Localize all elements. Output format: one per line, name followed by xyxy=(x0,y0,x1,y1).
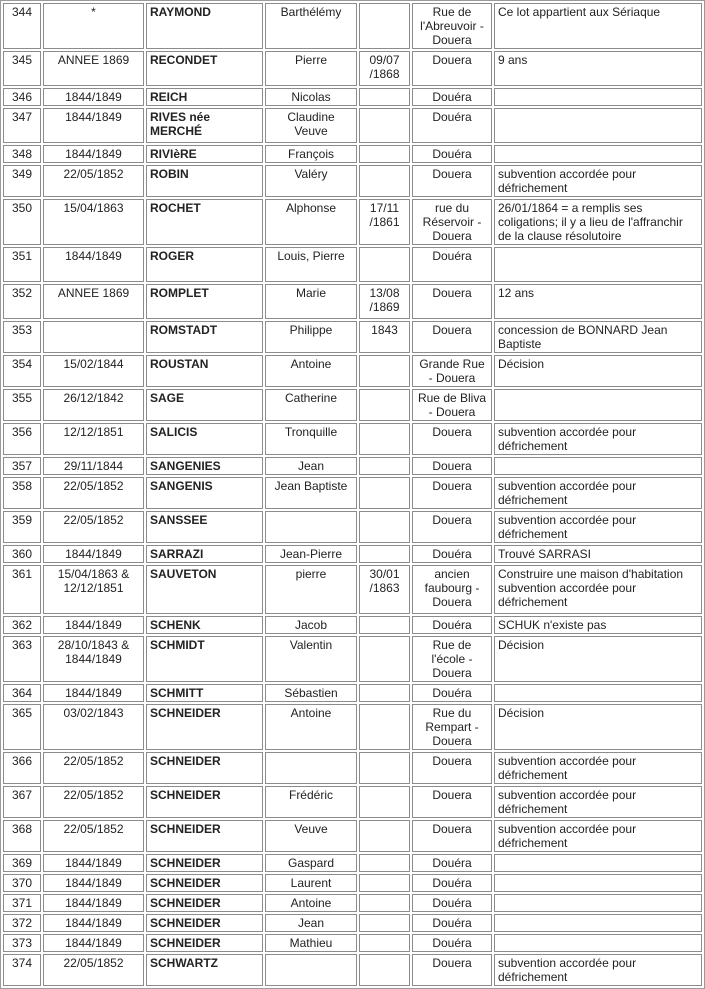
birth-date-cell xyxy=(359,423,410,455)
date-cell: 28/10/1843 & 1844/1849 xyxy=(43,636,144,682)
row-number: 349 xyxy=(3,165,41,197)
first-name-cell: Claudine Veuve xyxy=(265,108,357,143)
first-name-cell: François xyxy=(265,145,357,163)
table-row xyxy=(3,820,702,852)
table-row xyxy=(3,874,702,892)
surname-cell: ROUSTAN xyxy=(146,355,263,387)
first-name-cell: Antoine xyxy=(265,704,357,750)
surname-cell: ROMSTADT xyxy=(146,321,263,353)
date-cell: 1844/1849 xyxy=(43,684,144,702)
table-row xyxy=(3,284,702,319)
first-name-cell: Barthélémy xyxy=(265,3,357,49)
birth-date-cell: 1843 xyxy=(359,321,410,353)
row-number: 365 xyxy=(3,704,41,750)
address-cell: Douera xyxy=(412,51,492,86)
surname-cell: SCHNEIDER xyxy=(146,786,263,818)
surname-cell: SCHNEIDER xyxy=(146,752,263,784)
date-cell: 1844/1849 xyxy=(43,874,144,892)
address-cell: Douera xyxy=(412,165,492,197)
note-cell xyxy=(494,894,702,912)
surname-cell: SCHNEIDER xyxy=(146,914,263,932)
table-row xyxy=(3,423,702,455)
address-cell: Douéra xyxy=(412,616,492,634)
first-name-cell xyxy=(265,752,357,784)
address-cell: Douéra xyxy=(412,108,492,143)
date-cell: 03/02/1843 xyxy=(43,704,144,750)
row-number: 371 xyxy=(3,894,41,912)
birth-date-cell xyxy=(359,3,410,49)
address-cell: Douera xyxy=(412,820,492,852)
first-name-cell: Mathieu xyxy=(265,934,357,952)
birth-date-cell: 17/11 /1861 xyxy=(359,199,410,245)
row-number: 351 xyxy=(3,247,41,282)
birth-date-cell xyxy=(359,108,410,143)
note-cell xyxy=(494,457,702,475)
date-cell: 1844/1849 xyxy=(43,88,144,106)
row-number: 361 xyxy=(3,565,41,614)
address-cell: Douera xyxy=(412,752,492,784)
first-name-cell: Veuve xyxy=(265,820,357,852)
first-name-cell: Valéry xyxy=(265,165,357,197)
note-cell xyxy=(494,389,702,421)
birth-date-cell: 09/07 /1868 xyxy=(359,51,410,86)
surname-cell: SCHWARTZ xyxy=(146,954,263,986)
birth-date-cell xyxy=(359,247,410,282)
first-name-cell: Philippe xyxy=(265,321,357,353)
note-cell: subvention accordée pour défrichement xyxy=(494,820,702,852)
note-cell: Ce lot appartient aux Sériaque xyxy=(494,3,702,49)
birth-date-cell xyxy=(359,914,410,932)
table-row xyxy=(3,684,702,702)
birth-date-cell xyxy=(359,636,410,682)
first-name-cell: Valentin xyxy=(265,636,357,682)
surname-cell: SANSSEE xyxy=(146,511,263,543)
note-cell: 26/01/1864 = a remplis ses coligations; il y a lieu de l'affranchir de la clause résolutoire xyxy=(494,199,702,245)
note-cell: Construire une maison d'habitation subvention accordée pour défrichement xyxy=(494,565,702,614)
row-number: 356 xyxy=(3,423,41,455)
address-cell: Douéra xyxy=(412,914,492,932)
row-number: 345 xyxy=(3,51,41,86)
note-cell xyxy=(494,934,702,952)
table-row xyxy=(3,477,702,509)
table-row xyxy=(3,854,702,872)
first-name-cell xyxy=(265,511,357,543)
records-table-body xyxy=(3,3,702,986)
birth-date-cell: 30/01 /1863 xyxy=(359,565,410,614)
note-cell: Décision xyxy=(494,355,702,387)
table-row xyxy=(3,457,702,475)
surname-cell: ROBIN xyxy=(146,165,263,197)
note-cell: 9 ans xyxy=(494,51,702,86)
date-cell: 22/05/1852 xyxy=(43,165,144,197)
note-cell xyxy=(494,684,702,702)
date-cell: 15/04/1863 xyxy=(43,199,144,245)
date-cell: 1844/1849 xyxy=(43,616,144,634)
address-cell: Douera xyxy=(412,954,492,986)
note-cell: SCHUK n'existe pas xyxy=(494,616,702,634)
birth-date-cell xyxy=(359,854,410,872)
birth-date-cell xyxy=(359,389,410,421)
surname-cell: SARRAZI xyxy=(146,545,263,563)
first-name-cell: Gaspard xyxy=(265,854,357,872)
row-number: 358 xyxy=(3,477,41,509)
surname-cell: SANGENIS xyxy=(146,477,263,509)
address-cell: Douéra xyxy=(412,854,492,872)
birth-date-cell xyxy=(359,165,410,197)
address-cell: Rue de l'école - Douera xyxy=(412,636,492,682)
address-cell: Douera xyxy=(412,511,492,543)
address-cell: Douera xyxy=(412,321,492,353)
row-number: 362 xyxy=(3,616,41,634)
note-cell: subvention accordée pour défrichement xyxy=(494,511,702,543)
table-row xyxy=(3,954,702,986)
table-row xyxy=(3,88,702,106)
surname-cell: ROGER xyxy=(146,247,263,282)
date-cell: 22/05/1852 xyxy=(43,477,144,509)
address-cell: Douera xyxy=(412,477,492,509)
table-row xyxy=(3,786,702,818)
note-cell: concession de BONNARD Jean Baptiste xyxy=(494,321,702,353)
row-number: 364 xyxy=(3,684,41,702)
birth-date-cell xyxy=(359,355,410,387)
surname-cell: SCHNEIDER xyxy=(146,704,263,750)
surname-cell: SANGENIES xyxy=(146,457,263,475)
first-name-cell: Tronquille xyxy=(265,423,357,455)
note-cell: subvention accordée pour défrichement xyxy=(494,954,702,986)
birth-date-cell xyxy=(359,684,410,702)
note-cell: Décision xyxy=(494,704,702,750)
surname-cell: RECONDET xyxy=(146,51,263,86)
note-cell: Trouvé SARRASI xyxy=(494,545,702,563)
table-row xyxy=(3,616,702,634)
note-cell: subvention accordée pour défrichement xyxy=(494,477,702,509)
first-name-cell: Louis, Pierre xyxy=(265,247,357,282)
address-cell: Rue du Rempart - Douera xyxy=(412,704,492,750)
row-number: 363 xyxy=(3,636,41,682)
birth-date-cell xyxy=(359,511,410,543)
note-cell: subvention accordée pour défrichement xyxy=(494,165,702,197)
table-row xyxy=(3,704,702,750)
row-number: 350 xyxy=(3,199,41,245)
birth-date-cell xyxy=(359,874,410,892)
address-cell: Douéra xyxy=(412,145,492,163)
note-cell xyxy=(494,247,702,282)
birth-date-cell xyxy=(359,954,410,986)
row-number: 370 xyxy=(3,874,41,892)
row-number: 369 xyxy=(3,854,41,872)
date-cell: 1844/1849 xyxy=(43,894,144,912)
date-cell: 22/05/1852 xyxy=(43,954,144,986)
table-row xyxy=(3,545,702,563)
date-cell: 1844/1849 xyxy=(43,247,144,282)
row-number: 374 xyxy=(3,954,41,986)
birth-date-cell xyxy=(359,894,410,912)
surname-cell: ROMPLET xyxy=(146,284,263,319)
first-name-cell: Nicolas xyxy=(265,88,357,106)
date-cell: 1844/1849 xyxy=(43,108,144,143)
first-name-cell: Marie xyxy=(265,284,357,319)
first-name-cell xyxy=(265,954,357,986)
address-cell: Douéra xyxy=(412,874,492,892)
surname-cell: RIVES née MERCHÉ xyxy=(146,108,263,143)
birth-date-cell: 13/08 /1869 xyxy=(359,284,410,319)
surname-cell: SCHNEIDER xyxy=(146,820,263,852)
surname-cell: SCHENK xyxy=(146,616,263,634)
first-name-cell: Jean xyxy=(265,914,357,932)
row-number: 348 xyxy=(3,145,41,163)
table-row xyxy=(3,389,702,421)
table-row xyxy=(3,752,702,784)
row-number: 344 xyxy=(3,3,41,49)
row-number: 353 xyxy=(3,321,41,353)
note-cell: subvention accordée pour défrichement xyxy=(494,423,702,455)
note-cell xyxy=(494,874,702,892)
birth-date-cell xyxy=(359,820,410,852)
first-name-cell: Jean-Pierre xyxy=(265,545,357,563)
date-cell: 22/05/1852 xyxy=(43,820,144,852)
address-cell: Douéra xyxy=(412,247,492,282)
birth-date-cell xyxy=(359,457,410,475)
first-name-cell: Jean xyxy=(265,457,357,475)
table-row xyxy=(3,934,702,952)
row-number: 355 xyxy=(3,389,41,421)
address-cell: Rue de l'Abreuvoir - Douera xyxy=(412,3,492,49)
first-name-cell: Jean Baptiste xyxy=(265,477,357,509)
note-cell xyxy=(494,108,702,143)
surname-cell: REICH xyxy=(146,88,263,106)
address-cell: rue du Réservoir - Douera xyxy=(412,199,492,245)
table-row xyxy=(3,636,702,682)
surname-cell: ROCHET xyxy=(146,199,263,245)
address-cell: Douera xyxy=(412,457,492,475)
date-cell: 12/12/1851 xyxy=(43,423,144,455)
row-number: 354 xyxy=(3,355,41,387)
surname-cell: RIVIèRE xyxy=(146,145,263,163)
date-cell: 1844/1849 xyxy=(43,934,144,952)
note-cell xyxy=(494,914,702,932)
birth-date-cell xyxy=(359,616,410,634)
first-name-cell: pierre xyxy=(265,565,357,614)
table-row xyxy=(3,51,702,86)
note-cell: 12 ans xyxy=(494,284,702,319)
date-cell: 22/05/1852 xyxy=(43,511,144,543)
surname-cell: SCHNEIDER xyxy=(146,894,263,912)
row-number: 346 xyxy=(3,88,41,106)
birth-date-cell xyxy=(359,704,410,750)
birth-date-cell xyxy=(359,786,410,818)
row-number: 372 xyxy=(3,914,41,932)
date-cell: * xyxy=(43,3,144,49)
date-cell: 22/05/1852 xyxy=(43,752,144,784)
row-number: 360 xyxy=(3,545,41,563)
address-cell: Douera xyxy=(412,284,492,319)
table-row xyxy=(3,3,702,49)
row-number: 368 xyxy=(3,820,41,852)
birth-date-cell xyxy=(359,477,410,509)
surname-cell: SAGE xyxy=(146,389,263,421)
table-row xyxy=(3,321,702,353)
date-cell: ANNEE 1869 xyxy=(43,51,144,86)
first-name-cell: Frédéric xyxy=(265,786,357,818)
row-number: 357 xyxy=(3,457,41,475)
address-cell: ancien faubourg - Douera xyxy=(412,565,492,614)
date-cell: ANNEE 1869 xyxy=(43,284,144,319)
birth-date-cell xyxy=(359,752,410,784)
table-row xyxy=(3,914,702,932)
row-number: 347 xyxy=(3,108,41,143)
date-cell: 15/04/1863 & 12/12/1851 xyxy=(43,565,144,614)
date-cell: 29/11/1844 xyxy=(43,457,144,475)
first-name-cell: Catherine xyxy=(265,389,357,421)
address-cell: Douera xyxy=(412,786,492,818)
note-cell: subvention accordée pour défrichement xyxy=(494,752,702,784)
surname-cell: SCHMIDT xyxy=(146,636,263,682)
surname-cell: SAUVETON xyxy=(146,565,263,614)
birth-date-cell xyxy=(359,545,410,563)
date-cell: 22/05/1852 xyxy=(43,786,144,818)
row-number: 359 xyxy=(3,511,41,543)
first-name-cell: Jacob xyxy=(265,616,357,634)
address-cell: Douéra xyxy=(412,934,492,952)
table-row xyxy=(3,247,702,282)
date-cell: 1844/1849 xyxy=(43,145,144,163)
first-name-cell: Pierre xyxy=(265,51,357,86)
date-cell: 15/02/1844 xyxy=(43,355,144,387)
surname-cell: SCHMITT xyxy=(146,684,263,702)
note-cell xyxy=(494,854,702,872)
first-name-cell: Sébastien xyxy=(265,684,357,702)
table-row xyxy=(3,565,702,614)
birth-date-cell xyxy=(359,934,410,952)
address-cell: Douéra xyxy=(412,684,492,702)
row-number: 352 xyxy=(3,284,41,319)
address-cell: Douéra xyxy=(412,88,492,106)
date-cell: 1844/1849 xyxy=(43,545,144,563)
date-cell: 1844/1849 xyxy=(43,854,144,872)
date-cell: 1844/1849 xyxy=(43,914,144,932)
surname-cell: SCHNEIDER xyxy=(146,874,263,892)
birth-date-cell xyxy=(359,145,410,163)
row-number: 367 xyxy=(3,786,41,818)
note-cell: Décision xyxy=(494,636,702,682)
address-cell: Douéra xyxy=(412,894,492,912)
table-row xyxy=(3,199,702,245)
table-row xyxy=(3,145,702,163)
address-cell: Douera xyxy=(412,423,492,455)
date-cell xyxy=(43,321,144,353)
first-name-cell: Laurent xyxy=(265,874,357,892)
surname-cell: RAYMOND xyxy=(146,3,263,49)
surname-cell: SALICIS xyxy=(146,423,263,455)
table-row xyxy=(3,894,702,912)
birth-date-cell xyxy=(359,88,410,106)
surname-cell: SCHNEIDER xyxy=(146,854,263,872)
first-name-cell: Antoine xyxy=(265,894,357,912)
date-cell: 26/12/1842 xyxy=(43,389,144,421)
first-name-cell: Alphonse xyxy=(265,199,357,245)
address-cell: Grande Rue - Douera xyxy=(412,355,492,387)
row-number: 366 xyxy=(3,752,41,784)
note-cell xyxy=(494,88,702,106)
table-row xyxy=(3,511,702,543)
note-cell: subvention accordée pour défrichement xyxy=(494,786,702,818)
table-row xyxy=(3,108,702,143)
surname-cell: SCHNEIDER xyxy=(146,934,263,952)
address-cell: Douéra xyxy=(412,545,492,563)
table-row xyxy=(3,165,702,197)
note-cell xyxy=(494,145,702,163)
row-number: 373 xyxy=(3,934,41,952)
address-cell: Rue de Bliva - Douera xyxy=(412,389,492,421)
table-row xyxy=(3,355,702,387)
first-name-cell: Antoine xyxy=(265,355,357,387)
